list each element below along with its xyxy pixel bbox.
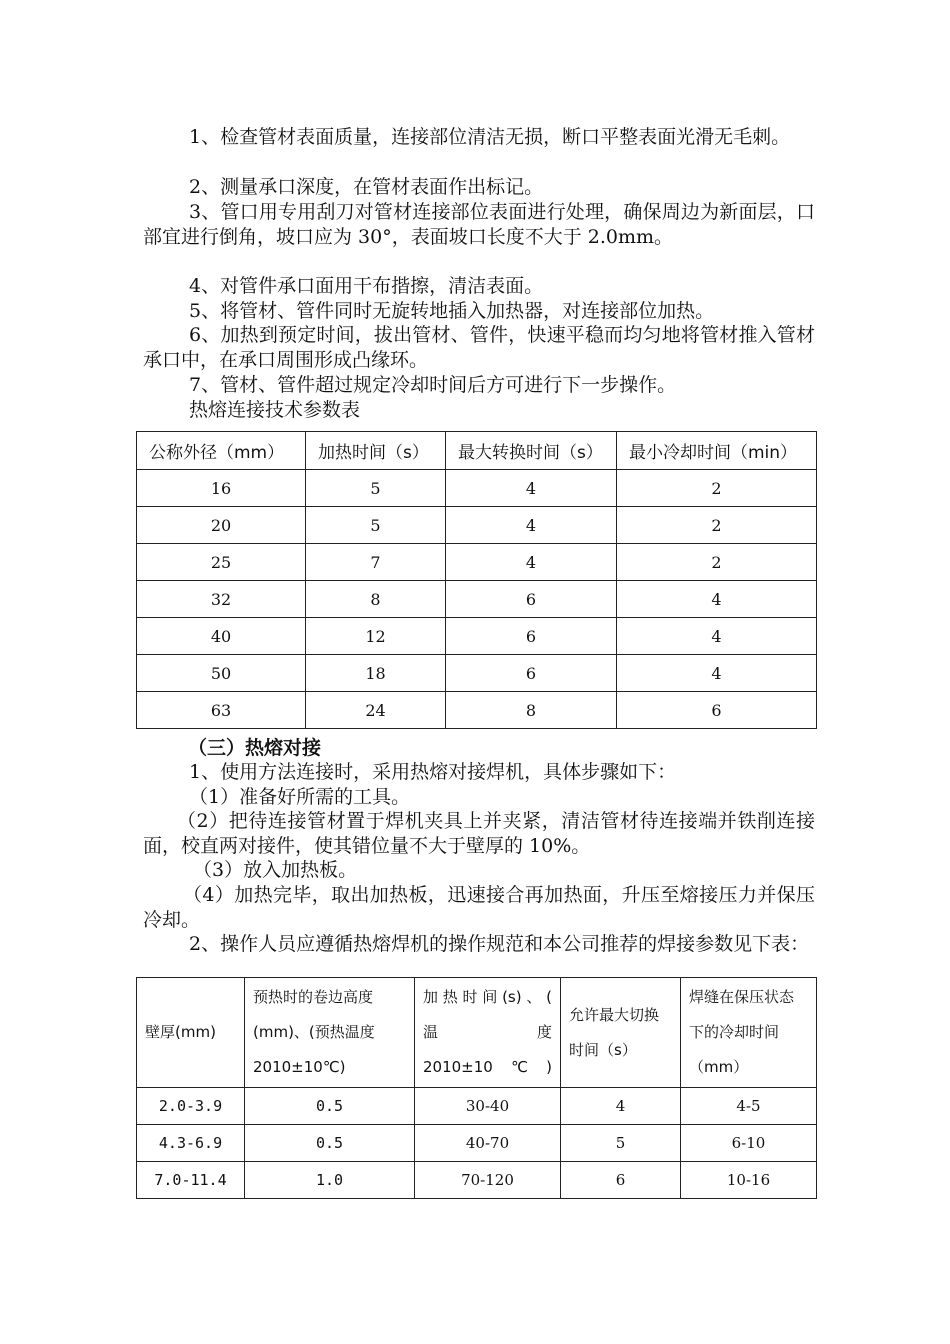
welding-parameter-table [136,977,817,1199]
table-cell: 4-5 [681,1088,817,1125]
table-cell: 4 [617,618,817,655]
table-cell: 6 [617,692,817,729]
table1-caption: 热熔连接技术参数表 [189,399,361,421]
table-cell: 2.0-3.9 [137,1088,245,1125]
header-cell: 允许最大切换时间（s） [561,978,681,1088]
table-cell: 16 [137,470,306,507]
table-header-row [137,432,817,470]
table-cell: 4 [446,544,617,581]
table-cell: 40-70 [415,1125,561,1162]
section-paragraph-5: （4）加热完毕，取出加热板，迅速接合再加热面，升压至熔接压力并保压冷却。 [143,884,815,931]
table-cell: 2 [617,544,817,581]
paragraph-step-1: 1、检查管材表面质量，连接部位清洁无损，断口平整表面光滑无毛刺。 [189,126,791,148]
table-cell: 12 [306,618,446,655]
table-row [137,618,817,655]
header-cell: 加热时间(s)、( 温 度2010±10℃) [415,978,561,1088]
table-row [137,1162,817,1199]
table-cell: 18 [306,655,446,692]
table-cell: 20 [137,507,306,544]
table-row [137,507,817,544]
paragraph-step-3: 3、管口用专用刮刀对管材连接部位表面进行处理，确保周边为新面层，口部宜进行倒角，坡口应为 30°，表面坡口长度不大于 2.0mm。 [143,201,815,248]
table-row [137,544,817,581]
table-cell: 6 [561,1162,681,1199]
header-cell: 加热时间（s） [306,432,446,470]
table-cell: 63 [137,692,306,729]
table-cell: 24 [306,692,446,729]
table-cell: 5 [561,1125,681,1162]
table-row [137,470,817,507]
paragraph-step-6: 6、加热到预定时间，拔出管材、管件，快速平稳而均匀地将管材推入管材承口中，在承口周围形成凸缘环。 [143,324,815,371]
table-cell: 2 [617,470,817,507]
table-cell: 4.3-6.9 [137,1125,245,1162]
table-cell: 2 [617,507,817,544]
table-cell: 40 [137,618,306,655]
table-cell: 5 [306,507,446,544]
section-paragraph-1: 1、使用方法连接时，采用热熔对接焊机，具体步骤如下： [189,761,677,783]
paragraph-step-5: 5、将管材、管件同时无旋转地插入加热器，对连接部位加热。 [189,300,715,322]
paragraph-step-7: 7、管材、管件超过规定冷却时间后方可进行下一步操作。 [189,374,677,396]
table-cell: 10-16 [681,1162,817,1199]
table-cell: 0.5 [245,1088,415,1125]
table-cell: 8 [306,581,446,618]
table-row [137,655,817,692]
section-paragraph-3: （2）把待连接管材置于焊机夹具上并夹紧，清洁管材待连接端并铁削连接面，校直两对接件，使其错位量不大于壁厚的 10%。 [143,810,815,857]
table-cell: 4 [446,470,617,507]
table-cell: 25 [137,544,306,581]
table-cell: 4 [617,655,817,692]
table-cell: 6 [446,618,617,655]
header-cell: 最大转换时间（s） [446,432,617,470]
header-cell: 预热时的卷边高度(mm)、(预热温度2010±10℃) [245,978,415,1088]
header-cell: 焊缝在保压状态下的冷却时间（mm） [681,978,817,1088]
table-cell: 6 [446,581,617,618]
hot-melt-parameter-table [136,431,817,729]
table-row [137,692,817,729]
table-cell: 7 [306,544,446,581]
table-cell: 70-120 [415,1162,561,1199]
section-paragraph-4: （3）放入加热板。 [193,859,358,881]
table-cell: 7.0-11.4 [137,1162,245,1199]
section-paragraph-2: （1）准备好所需的工具。 [189,786,411,808]
paragraph-step-4: 4、对管件承口面用干布揩擦，清洁表面。 [189,275,544,297]
paragraph-step-2: 2、测量承口深度，在管材表面作出标记。 [189,176,544,198]
table-row [137,1088,817,1125]
table-header-row [137,978,817,1088]
table-row [137,581,817,618]
table-cell: 5 [306,470,446,507]
table-cell: 30-40 [415,1088,561,1125]
section-heading: （三）热熔对接 [188,737,322,759]
header-cell: 最小冷却时间（min） [617,432,817,470]
table-cell: 4 [446,507,617,544]
table-cell: 4 [617,581,817,618]
table-cell: 6-10 [681,1125,817,1162]
table-cell: 6 [446,655,617,692]
header-cell: 公称外径（mm） [137,432,306,470]
section-paragraph-6: 2、操作人员应遵循热熔焊机的操作规范和本公司推荐的焊接参数见下表： [189,933,810,955]
table-cell: 32 [137,581,306,618]
table-row [137,1125,817,1162]
table-cell: 8 [446,692,617,729]
table-cell: 0.5 [245,1125,415,1162]
table-cell: 1.0 [245,1162,415,1199]
header-cell: 壁厚(mm) [137,978,245,1088]
table-cell: 4 [561,1088,681,1125]
table-cell: 50 [137,655,306,692]
